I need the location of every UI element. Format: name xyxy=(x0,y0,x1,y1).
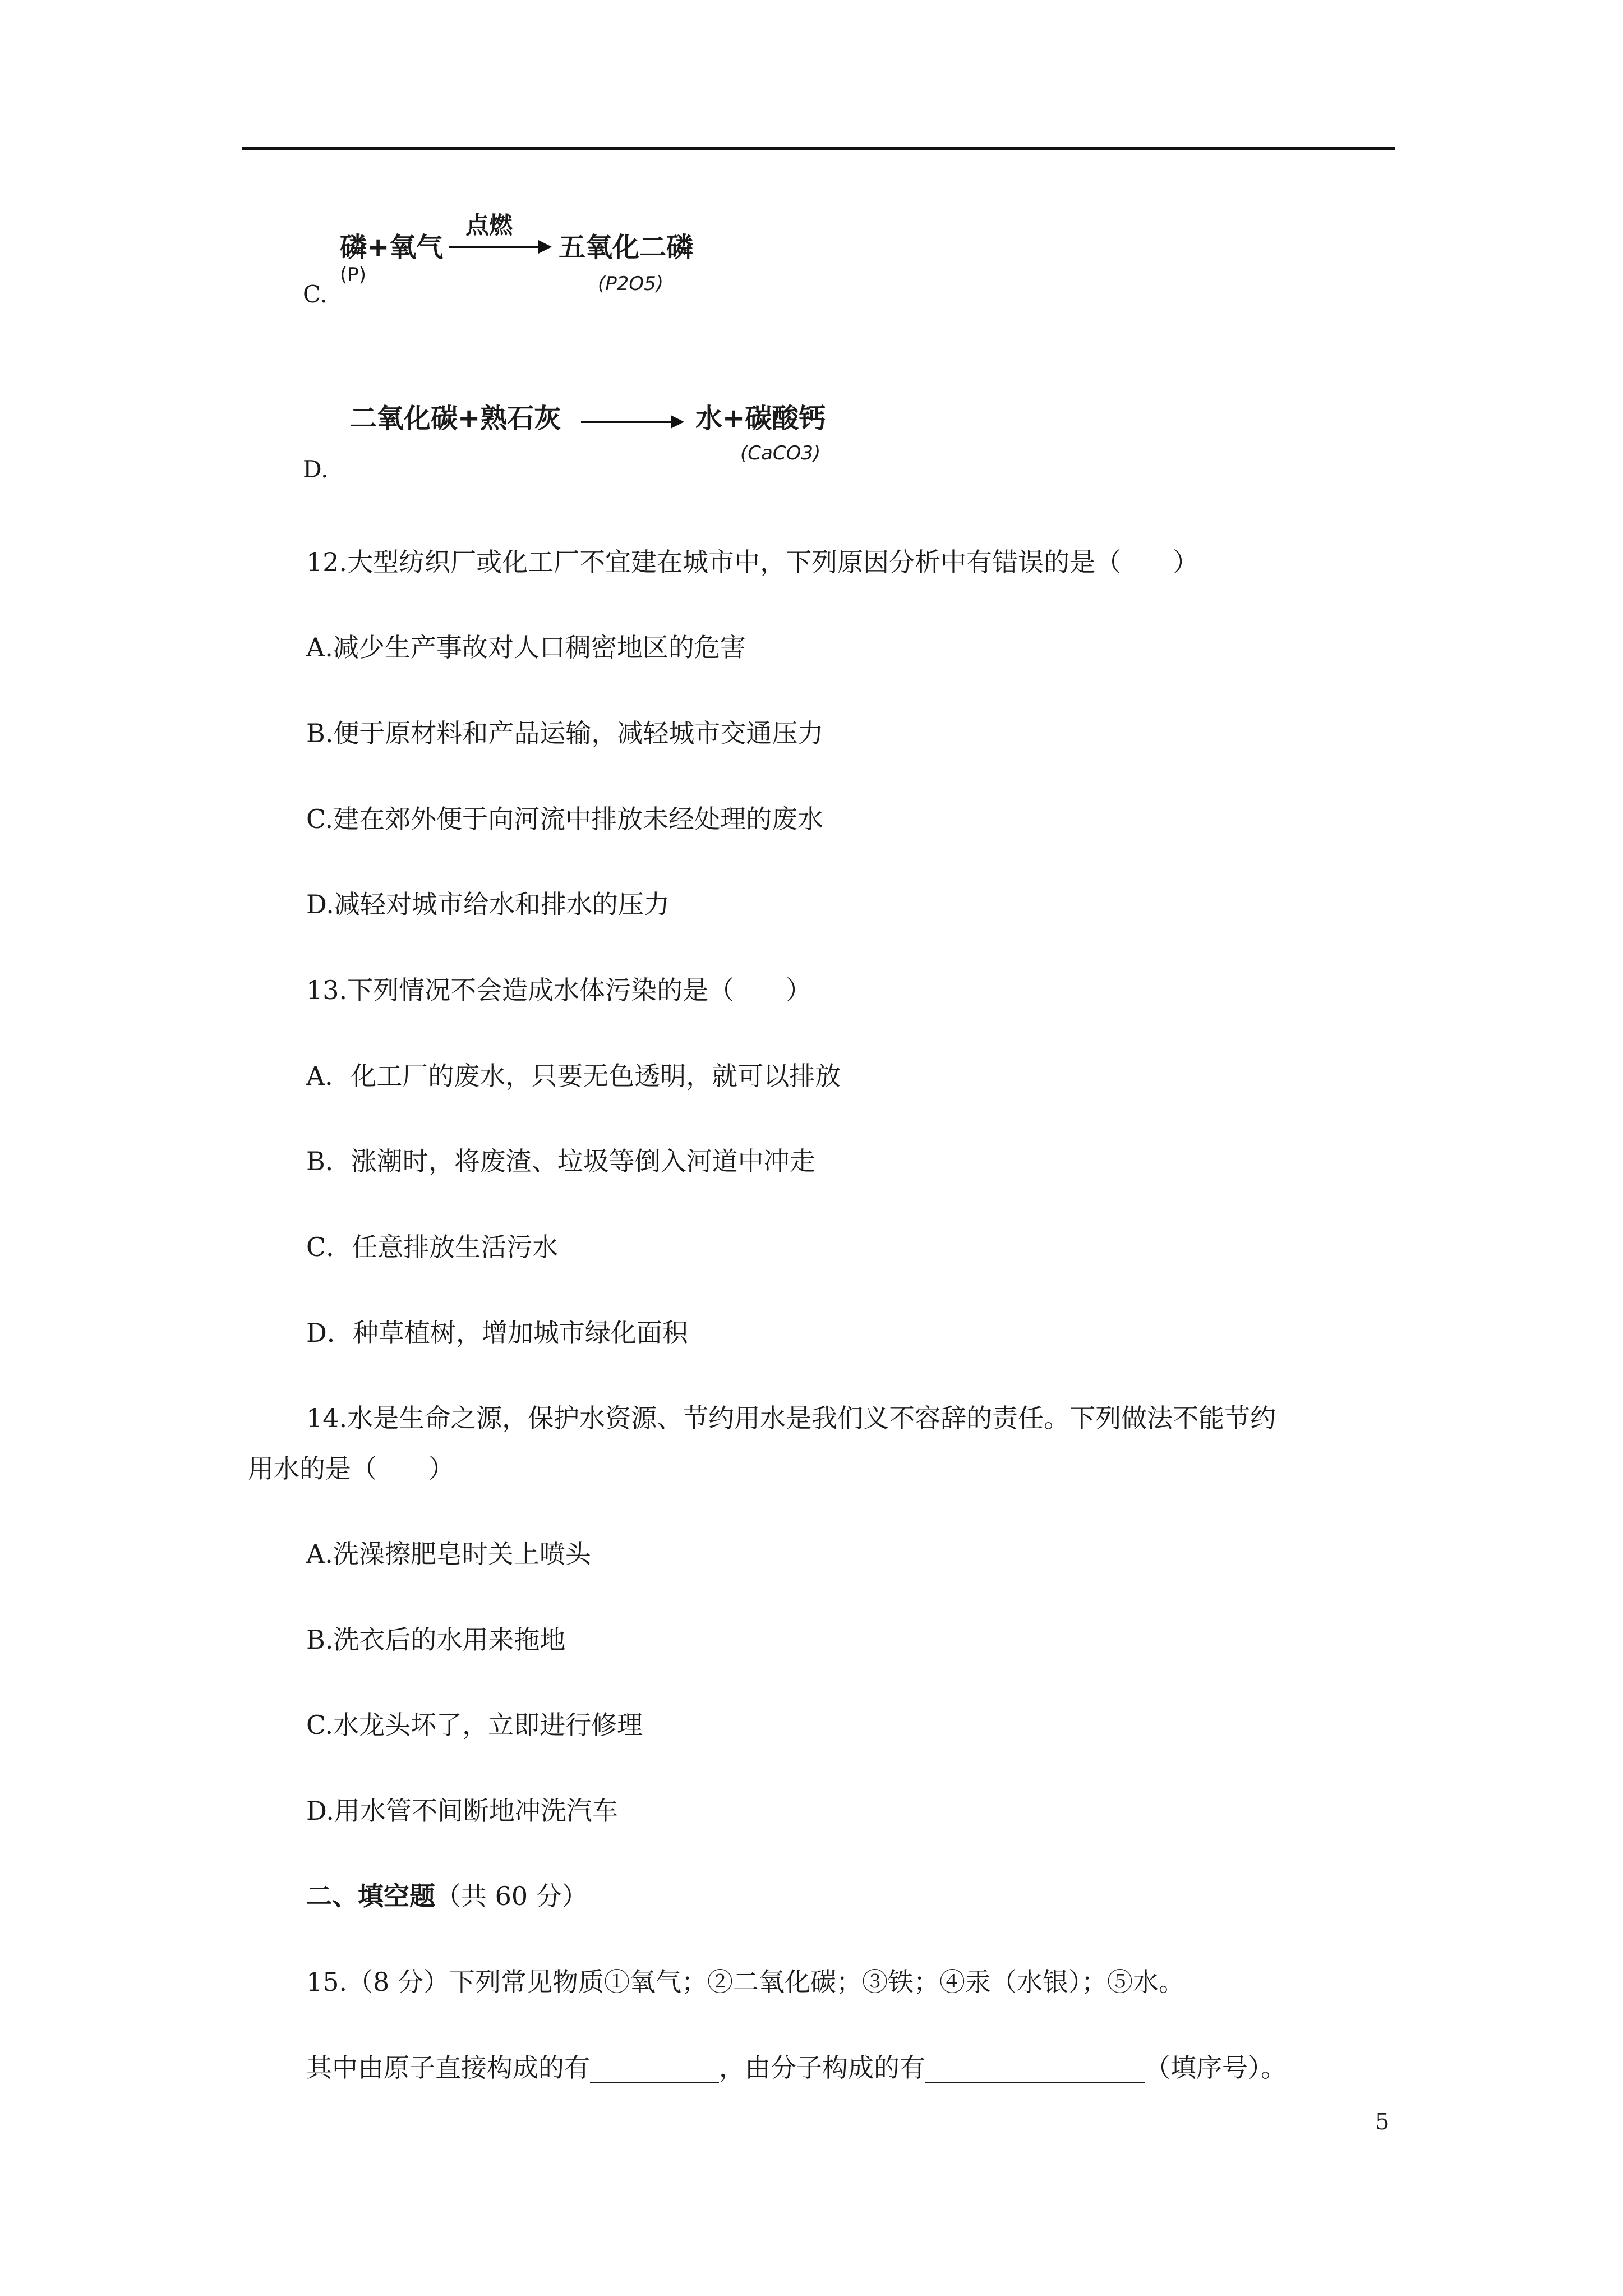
question-12-option-c: C.建在郊外便于向河流中排放未经处理的废水 xyxy=(306,804,824,834)
question-14-option-a: A.洗澡擦肥皂时关上喷头 xyxy=(306,1539,591,1569)
question-14-stem-line1: 14.水是生命之源，保护水资源、节约用水是我们义不容辞的责任。下列做法不能节约 xyxy=(306,1403,1276,1433)
question-15-fill: 其中由原子直接构成的有__________，由分子构成的有_________________（填序号）。 xyxy=(306,2053,1287,2083)
question-12-option-a: A.减少生产事故对人口稠密地区的危害 xyxy=(306,632,746,662)
equation-d-arrow xyxy=(581,421,682,423)
equation-c-arrow xyxy=(449,246,550,248)
question-12-option-d: D.减轻对城市给水和排水的压力 xyxy=(306,889,670,919)
equation-c-left: 磷+氧气 xyxy=(340,232,444,263)
question-13-option-b: B．涨潮时，将废渣、垃圾等倒入河道中冲走 xyxy=(306,1146,815,1176)
equation-d-right: 水+碳酸钙 xyxy=(695,403,826,434)
equation-c-condition: 点燃 xyxy=(465,211,513,239)
option-d-label: D. xyxy=(303,455,329,483)
question-12-option-b: B.便于原材料和产品运输，减轻城市交通压力 xyxy=(306,718,824,748)
question-12-stem: 12.大型纺织厂或化工厂不宜建在城市中，下列原因分析中有错误的是（ ） xyxy=(306,547,1199,577)
section-title: 二、填空题 xyxy=(306,1881,435,1911)
question-13-stem: 13.下列情况不会造成水体污染的是（ ） xyxy=(306,975,812,1005)
page-number: 5 xyxy=(1375,2109,1390,2135)
section-heading xyxy=(306,1879,588,1913)
question-15-stem: 15.（8 分）下列常见物质①氧气；②二氧化碳；③铁；④汞（水银）；⑤水。 xyxy=(306,1967,1185,1997)
question-14-option-d: D.用水管不间断地冲洗汽车 xyxy=(306,1796,618,1826)
question-14-option-c: C.水龙头坏了，立即进行修理 xyxy=(306,1710,643,1740)
question-13-option-c: C．任意排放生活污水 xyxy=(306,1232,559,1262)
equation-d-left: 二氧化碳+熟石灰 xyxy=(350,403,561,434)
question-13-option-d: D．种草植树，增加城市绿化面积 xyxy=(306,1318,688,1348)
option-c-label: C. xyxy=(303,280,328,308)
equation-d-right-formula: (CaCO3) xyxy=(740,442,821,464)
question-14-option-b: B.洗衣后的水用来拖地 xyxy=(306,1625,566,1655)
equation-c-right-formula: (P2O5) xyxy=(598,273,664,295)
question-14-stem-line2: 用水的是（ ） xyxy=(248,1453,454,1484)
section-note: （共 60 分） xyxy=(435,1881,588,1911)
header-rule xyxy=(242,147,1395,150)
equation-c-left-formula: (P) xyxy=(340,264,367,286)
question-13-option-a: A．化工厂的废水，只要无色透明，就可以排放 xyxy=(306,1061,841,1091)
equation-c-right: 五氧化二磷 xyxy=(559,232,694,263)
